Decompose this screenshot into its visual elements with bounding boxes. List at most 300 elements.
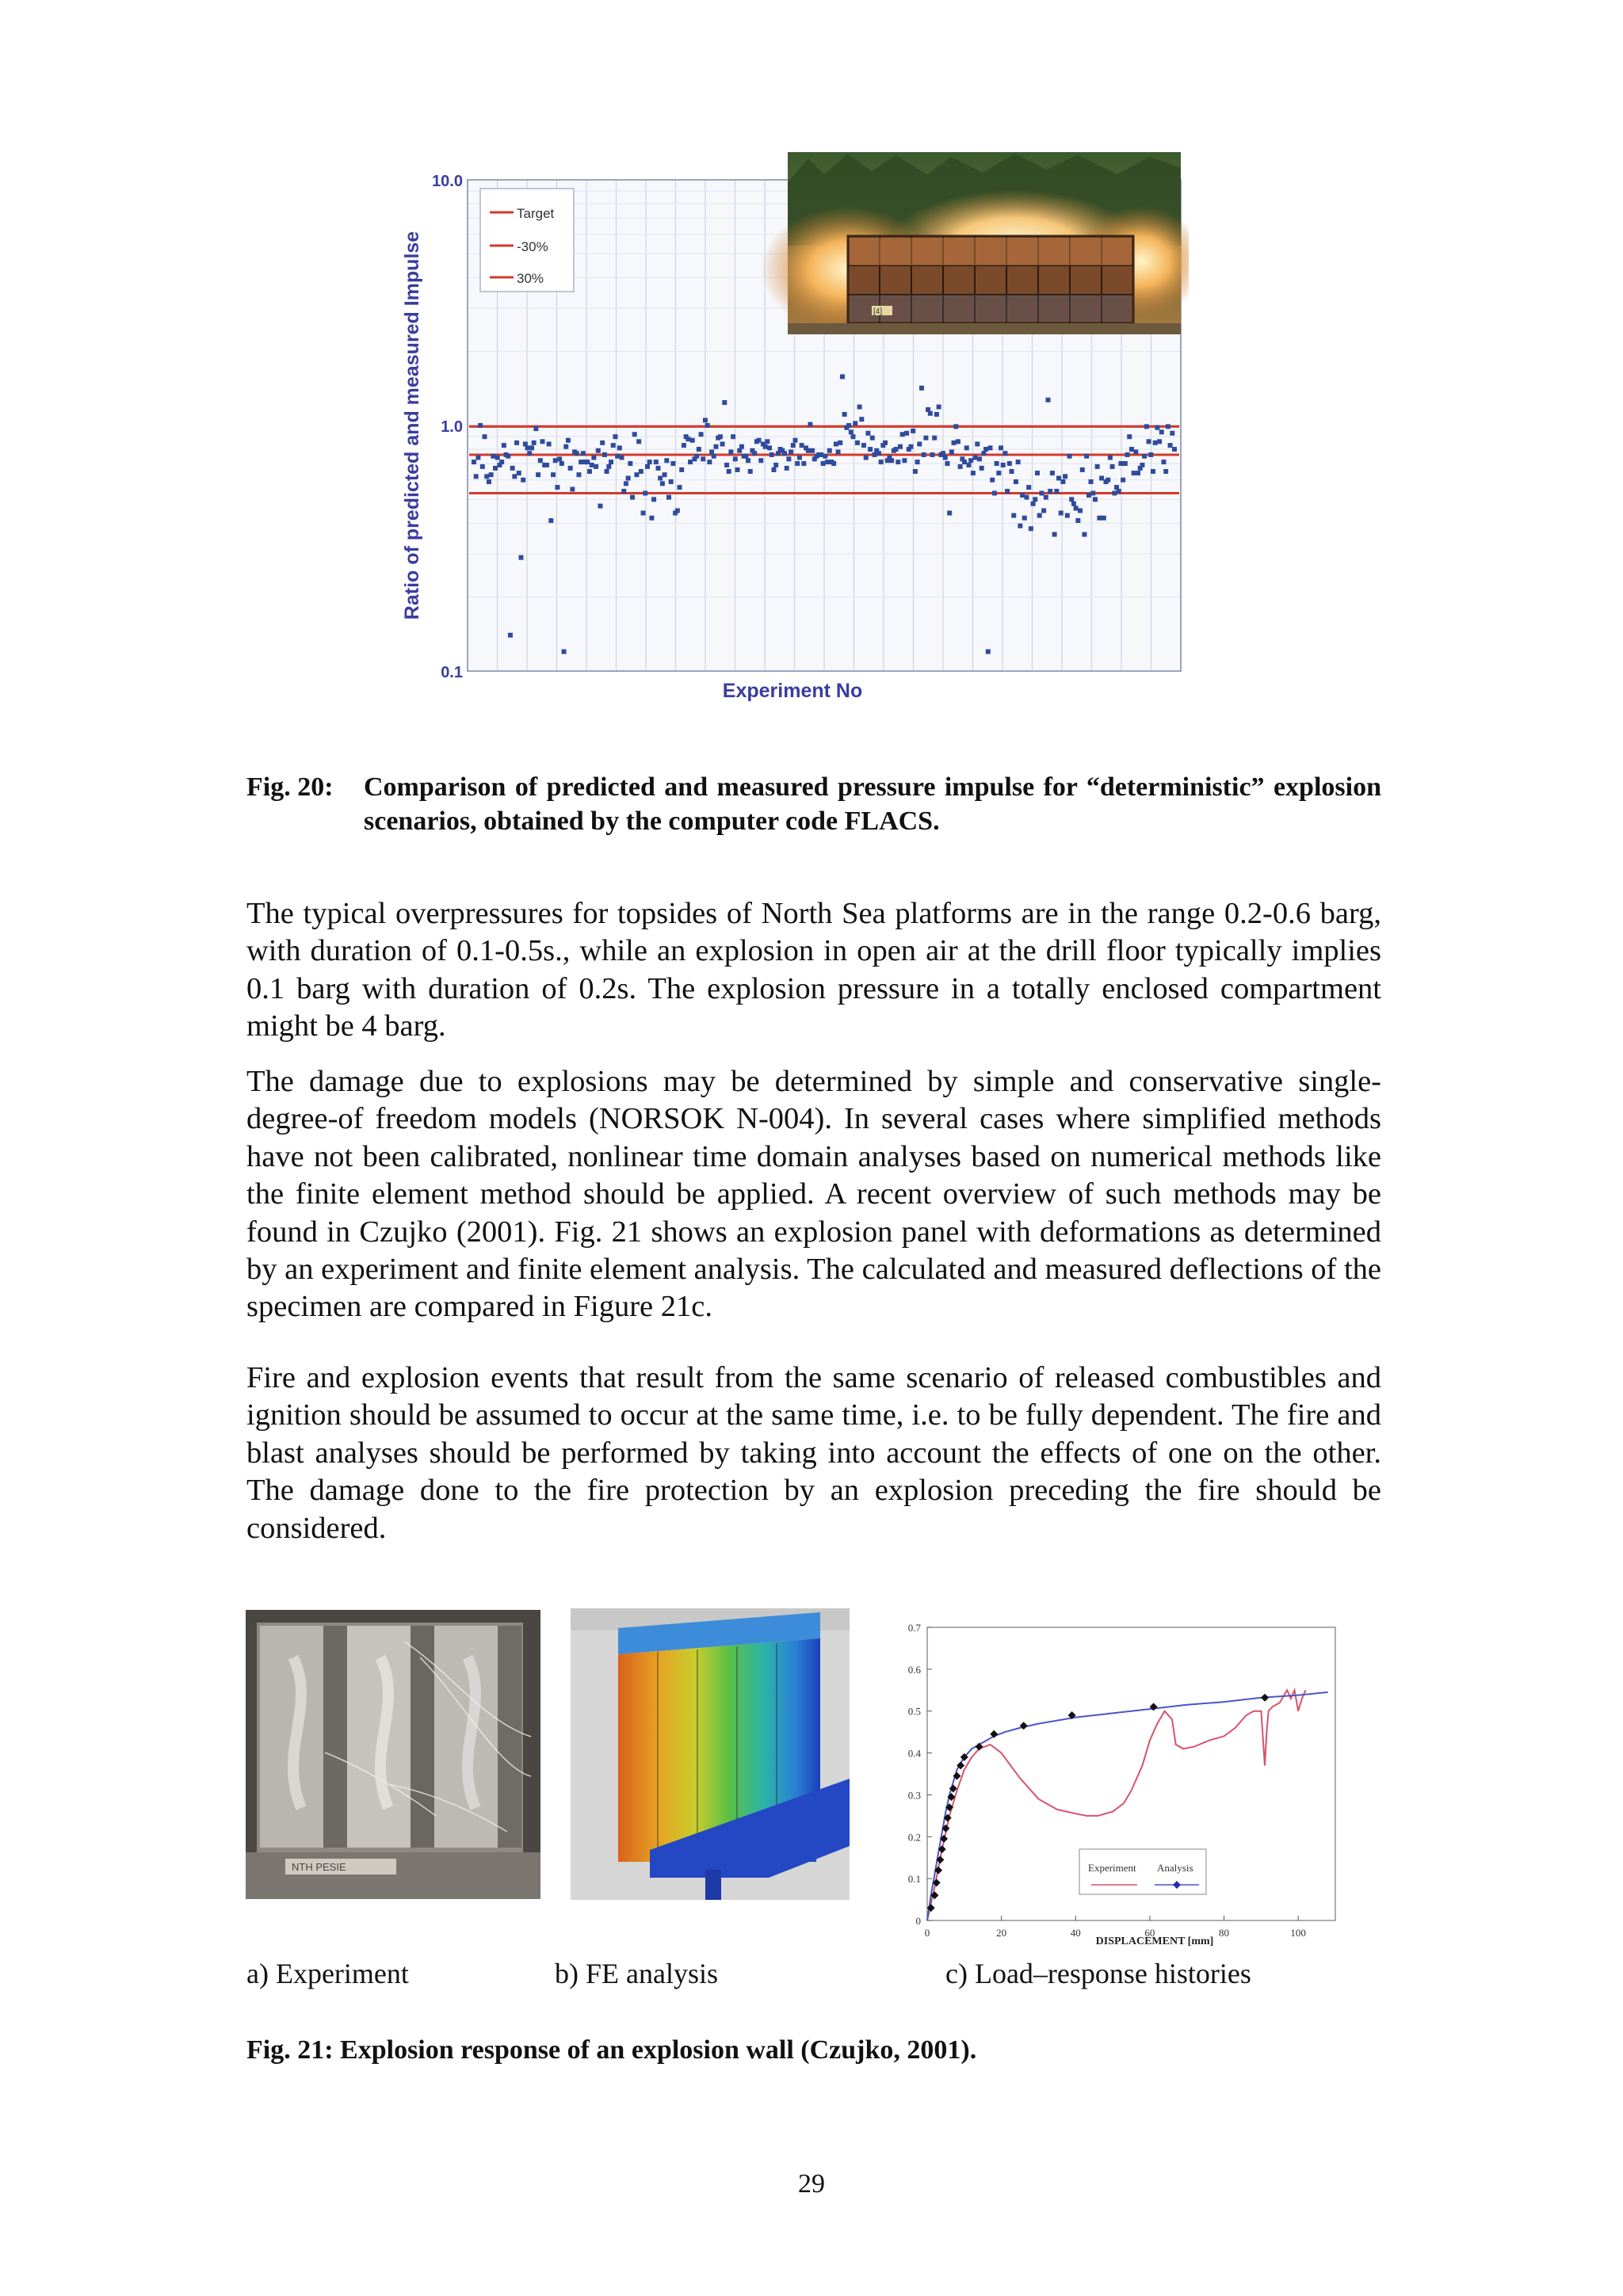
data-point <box>986 649 991 654</box>
data-point <box>1140 463 1144 467</box>
data-point <box>861 443 866 448</box>
data-point <box>722 400 727 405</box>
data-point <box>1048 489 1052 494</box>
data-point <box>484 474 489 479</box>
data-point <box>1159 429 1164 434</box>
data-point <box>645 464 650 469</box>
data-point <box>664 458 669 463</box>
y-tick-label: 1.0 <box>441 418 463 436</box>
data-point <box>1099 476 1104 481</box>
data-point <box>495 456 500 460</box>
data-point <box>553 458 558 463</box>
data-point <box>930 452 935 457</box>
y-tick-label: 0.1 <box>441 664 463 681</box>
data-point <box>1060 479 1065 484</box>
data-point <box>1018 524 1022 528</box>
data-point <box>908 444 913 449</box>
data-point <box>791 443 796 448</box>
data-point <box>609 460 613 464</box>
data-point <box>873 452 877 457</box>
data-point <box>902 458 907 463</box>
data-point <box>517 471 521 475</box>
data-point <box>995 461 999 466</box>
data-point <box>767 445 772 450</box>
data-point <box>1090 490 1095 495</box>
data-point <box>1075 518 1080 523</box>
data-point <box>658 476 663 481</box>
data-point <box>1001 463 1006 467</box>
data-point <box>846 423 851 428</box>
data-point <box>1110 464 1115 469</box>
data-point <box>1093 497 1098 502</box>
load-response-chart <box>884 1611 1359 1952</box>
data-point <box>1026 485 1031 490</box>
data-point <box>971 471 976 475</box>
data-point <box>945 461 949 466</box>
data-point <box>508 633 513 638</box>
data-point <box>934 412 939 417</box>
data-point <box>793 438 798 443</box>
data-point <box>521 478 525 482</box>
data-point <box>896 460 900 464</box>
data-point <box>576 472 581 477</box>
data-point <box>568 466 573 471</box>
data-point <box>911 429 915 433</box>
data-point <box>956 439 960 444</box>
data-point <box>491 454 495 459</box>
legend <box>1079 1849 1206 1894</box>
data-point <box>728 449 733 454</box>
data-point <box>506 454 510 459</box>
x-tick-label: 100 <box>1290 1927 1306 1939</box>
data-point <box>487 479 491 484</box>
data-point <box>1046 398 1051 402</box>
data-point <box>533 426 538 431</box>
data-point <box>825 460 830 464</box>
data-point <box>510 466 515 471</box>
figure-21-caption: Fig. 21: Explosion response of an explosion wall (Czujko, 2001). <box>246 2035 977 2065</box>
data-point <box>840 374 845 379</box>
data-point <box>649 516 654 521</box>
data-point <box>630 495 635 500</box>
data-point <box>973 456 978 460</box>
data-point <box>720 441 725 446</box>
data-point <box>670 461 675 466</box>
caption-label: Fig. 20: <box>246 772 334 802</box>
data-point <box>864 456 869 460</box>
data-point <box>855 441 860 445</box>
data-point <box>544 463 549 467</box>
data-point <box>821 461 826 466</box>
data-point <box>1074 506 1079 511</box>
data-point <box>1153 441 1158 445</box>
data-point <box>1112 490 1117 495</box>
data-point <box>1172 447 1177 452</box>
data-point <box>1063 474 1067 479</box>
data-point <box>579 460 583 464</box>
data-point <box>975 441 980 446</box>
data-point <box>598 504 602 509</box>
explosion-test-photo <box>761 152 1189 334</box>
fe-analysis-image <box>571 1608 850 1900</box>
data-point <box>1082 532 1086 537</box>
data-point <box>865 431 870 436</box>
data-point <box>678 485 682 490</box>
panel-label: NTH PESIE <box>292 1861 346 1873</box>
data-point <box>1044 495 1048 500</box>
data-point <box>1125 452 1130 457</box>
data-point <box>898 444 903 449</box>
data-point <box>968 458 973 463</box>
data-point <box>733 456 738 461</box>
data-point <box>699 432 704 437</box>
data-point <box>1170 431 1174 436</box>
y-tick-label: 10.0 <box>432 173 463 190</box>
data-point <box>655 466 660 471</box>
data-point <box>776 451 781 456</box>
legend-experiment: Experiment <box>1088 1862 1136 1874</box>
data-point <box>981 451 986 456</box>
data-point <box>707 460 712 464</box>
data-point <box>651 497 656 502</box>
data-point <box>685 437 690 441</box>
data-point <box>1117 489 1121 494</box>
subcaption-fe-analysis: b) FE analysis <box>555 1958 718 1989</box>
data-point <box>731 434 735 439</box>
data-point <box>1168 443 1173 448</box>
experiment-photo <box>246 1610 540 1899</box>
data-point <box>748 469 753 474</box>
data-point <box>1095 464 1100 469</box>
data-point <box>786 456 791 461</box>
data-point <box>626 476 631 481</box>
data-point <box>611 443 616 448</box>
data-point <box>928 411 933 416</box>
data-point <box>628 461 632 466</box>
data-point <box>827 448 832 453</box>
x-tick-label: 80 <box>1219 1927 1230 1939</box>
data-point <box>581 451 586 456</box>
data-point <box>489 472 494 477</box>
data-point <box>688 460 693 464</box>
data-point <box>947 511 952 516</box>
data-point <box>1071 502 1076 506</box>
data-point <box>562 649 567 654</box>
data-point <box>1041 509 1046 513</box>
data-point <box>615 454 620 459</box>
data-point <box>952 441 957 445</box>
data-point <box>1050 471 1055 475</box>
data-point <box>1123 461 1128 466</box>
data-point <box>532 441 537 445</box>
data-point <box>1118 461 1123 466</box>
data-point <box>853 421 857 425</box>
data-point <box>838 441 842 445</box>
data-point <box>769 452 774 457</box>
data-point <box>613 434 617 439</box>
x-tick-label: 0 <box>924 1927 930 1939</box>
legend-plus-30: 30% <box>517 271 544 286</box>
data-point <box>1016 460 1021 464</box>
data-point <box>1097 516 1102 521</box>
data-point <box>1069 497 1074 502</box>
data-point <box>1037 513 1042 518</box>
data-point <box>949 449 954 454</box>
data-point <box>679 467 684 472</box>
x-axis-label: DISPLACEMENT [mm] <box>1095 1936 1214 1947</box>
data-point <box>773 463 778 467</box>
data-point <box>660 481 665 486</box>
y-tick-label: 0.6 <box>907 1663 921 1676</box>
data-point <box>810 448 815 453</box>
y-axis-label: Ratio of predicted and measured Impulse <box>401 231 423 620</box>
data-point <box>559 461 564 466</box>
data-point <box>983 447 988 452</box>
data-point <box>591 456 596 460</box>
data-point <box>831 461 836 466</box>
data-point <box>502 443 506 448</box>
data-point <box>1089 479 1094 484</box>
data-point <box>1039 490 1044 495</box>
data-point <box>475 456 480 460</box>
data-point <box>797 456 802 460</box>
data-point <box>606 464 611 469</box>
data-point <box>1035 471 1040 475</box>
data-point <box>883 441 888 445</box>
data-point <box>1056 476 1061 481</box>
data-point <box>1014 479 1018 484</box>
page-number: 29 <box>798 2169 825 2199</box>
data-point <box>953 424 958 429</box>
figure-20-caption <box>246 770 1381 838</box>
data-point <box>849 429 854 434</box>
data-point <box>752 451 757 456</box>
data-point <box>1002 451 1007 456</box>
data-point <box>1005 489 1010 494</box>
data-point <box>570 486 575 491</box>
data-point <box>724 463 729 467</box>
legend-target: Target <box>517 206 555 221</box>
data-point <box>876 451 881 456</box>
y-tick-label: 0.4 <box>907 1747 921 1760</box>
data-point <box>1166 424 1170 429</box>
data-point <box>806 448 811 453</box>
data-point <box>594 464 598 469</box>
data-point <box>718 434 723 439</box>
data-point <box>1106 478 1110 482</box>
data-point <box>585 460 590 464</box>
data-point <box>834 441 838 446</box>
data-point <box>1067 454 1072 459</box>
data-point <box>800 443 804 448</box>
data-point <box>1108 456 1113 460</box>
data-point <box>1059 511 1064 516</box>
data-point <box>587 469 592 474</box>
data-point <box>1052 532 1057 537</box>
subcaption-load-response: c) Load–response histories <box>945 1958 1251 1989</box>
data-point <box>512 474 517 479</box>
data-point <box>999 445 1003 450</box>
legend <box>480 189 574 292</box>
data-point <box>1132 471 1136 475</box>
data-point <box>1161 460 1166 464</box>
data-point <box>966 463 971 467</box>
data-point <box>763 444 768 449</box>
paragraph-damage: The damage due to explosions may be determined by simple and conservative single-degree-of freedom models (NORSOK N-004). In several cases where simplified methods have not been calibrated, nonlinear time domain analyses based on numerical methods like the finite element method should be applied. A recent overview of such methods may be found in Czujko (2001). Fig. 21 shows an explosion panel with deformations as determined by an experiment and finite element analysis. The calculated and measured deflections of the specimen are compared in Figure 21c. <box>246 1065 1381 1324</box>
paragraph-fire-explosion: Fire and explosion events that result from the same scenario of released combustibles and ignition should be assumed to occur at the same time, i.e. to be fully dependent. The fire and blast analyses should be performed by taking into account the effects of one on the other. The damage done to the fire protection by an explosion preceding the fire should be considered. <box>246 1361 1381 1545</box>
data-point <box>977 456 982 461</box>
data-point <box>879 460 884 464</box>
data-point <box>666 495 671 500</box>
data-point <box>641 511 646 516</box>
data-point <box>889 458 894 463</box>
data-point <box>480 464 485 469</box>
data-point <box>697 447 701 452</box>
data-point <box>605 469 609 474</box>
data-point <box>518 555 523 560</box>
data-point <box>712 454 716 459</box>
data-point <box>474 474 479 479</box>
data-point <box>713 444 718 449</box>
photo-marker: [4] <box>873 307 883 316</box>
data-point <box>590 463 594 467</box>
legend-minus-30: -30% <box>517 239 548 254</box>
data-point <box>932 436 937 441</box>
data-point <box>1121 478 1125 482</box>
data-point <box>621 489 626 494</box>
data-point <box>823 454 827 459</box>
data-point <box>557 456 562 461</box>
data-point <box>566 438 571 443</box>
data-point <box>701 456 705 461</box>
data-point <box>743 454 748 459</box>
data-point <box>563 444 568 449</box>
data-point <box>996 471 1001 475</box>
data-point <box>575 451 579 456</box>
data-point <box>857 405 862 410</box>
data-point <box>727 469 731 474</box>
data-point <box>1102 516 1106 521</box>
data-point <box>705 423 710 428</box>
y-tick-label: 0.3 <box>907 1789 921 1802</box>
data-point <box>1151 469 1155 474</box>
data-point <box>525 445 530 450</box>
data-point <box>801 461 806 466</box>
y-tick-labels <box>432 173 463 681</box>
data-point <box>1163 469 1168 474</box>
data-point <box>514 441 519 445</box>
data-point <box>643 490 647 495</box>
data-point <box>483 434 487 439</box>
data-point <box>1022 516 1027 521</box>
data-point <box>1078 509 1083 513</box>
data-point <box>636 439 641 444</box>
data-point <box>1147 439 1151 444</box>
data-point <box>690 438 695 443</box>
figure-20-chart <box>380 151 1189 721</box>
data-point <box>988 445 993 450</box>
data-point <box>819 452 823 457</box>
data-point <box>540 439 545 444</box>
data-point <box>992 490 997 495</box>
data-point <box>746 458 750 463</box>
data-point <box>785 466 789 471</box>
data-point <box>1080 467 1085 472</box>
data-point <box>675 509 680 513</box>
data-point <box>958 464 963 469</box>
data-point <box>904 431 909 436</box>
data-point <box>808 422 812 427</box>
x-tick-label: 40 <box>1070 1927 1081 1939</box>
data-point <box>493 466 498 471</box>
data-point <box>990 478 995 482</box>
data-point <box>1029 526 1033 531</box>
data-point <box>1086 493 1091 498</box>
data-point <box>1020 493 1025 498</box>
data-point <box>913 469 918 474</box>
data-point <box>739 444 744 449</box>
data-point <box>551 472 556 477</box>
data-point <box>859 417 864 421</box>
data-point <box>529 445 534 450</box>
data-point <box>1133 449 1138 454</box>
paragraph-overpressures: The typical overpressures for topsides of North Sea platforms are in the range 0.2-0.6 barg, with duration of 0.1-0.5s., while an explosion in open air at the drill floor typically implies 0.1 barg with duration of 0.2s. The explosion pressure in a totally enclosed compartment might be 4 barg. <box>246 897 1381 1043</box>
data-point <box>682 443 686 448</box>
data-point <box>1142 454 1147 459</box>
y-tick-label: 0.1 <box>907 1873 921 1886</box>
caption-text: Comparison of predicted and measured pressure impulse for “deterministic” explosion scenarios, obtained by the computer code FLACS. <box>364 772 1381 836</box>
x-tick-label: 60 <box>1144 1927 1155 1939</box>
data-point <box>758 458 763 463</box>
data-point <box>1136 471 1140 475</box>
data-point <box>894 447 899 452</box>
data-point <box>555 485 559 490</box>
data-point <box>639 469 643 474</box>
data-point <box>548 518 553 523</box>
y-tick-label: 0 <box>915 1915 921 1927</box>
data-point <box>694 454 699 459</box>
data-point <box>620 456 624 460</box>
data-point <box>919 386 924 391</box>
data-point <box>870 436 875 441</box>
data-point <box>617 445 622 450</box>
data-point <box>1024 495 1029 500</box>
data-point <box>917 441 922 446</box>
data-point <box>1007 461 1012 466</box>
x-axis-label: Experiment No <box>722 680 863 702</box>
data-point <box>842 412 847 417</box>
data-point <box>922 452 926 457</box>
data-point <box>923 436 928 441</box>
data-point <box>836 449 841 454</box>
data-point <box>547 441 552 446</box>
data-point <box>536 472 540 477</box>
data-point <box>900 432 905 437</box>
y-tick-label: 0.7 <box>907 1622 921 1634</box>
data-point <box>1084 454 1089 459</box>
data-point <box>527 451 532 456</box>
data-point <box>1157 439 1162 444</box>
data-point <box>624 481 628 486</box>
data-point <box>669 479 674 484</box>
data-point <box>703 418 708 422</box>
data-point <box>1033 497 1037 502</box>
data-point <box>632 432 637 437</box>
data-point <box>915 460 920 464</box>
data-point <box>789 449 793 454</box>
data-point <box>943 456 948 460</box>
data-point <box>850 434 855 439</box>
